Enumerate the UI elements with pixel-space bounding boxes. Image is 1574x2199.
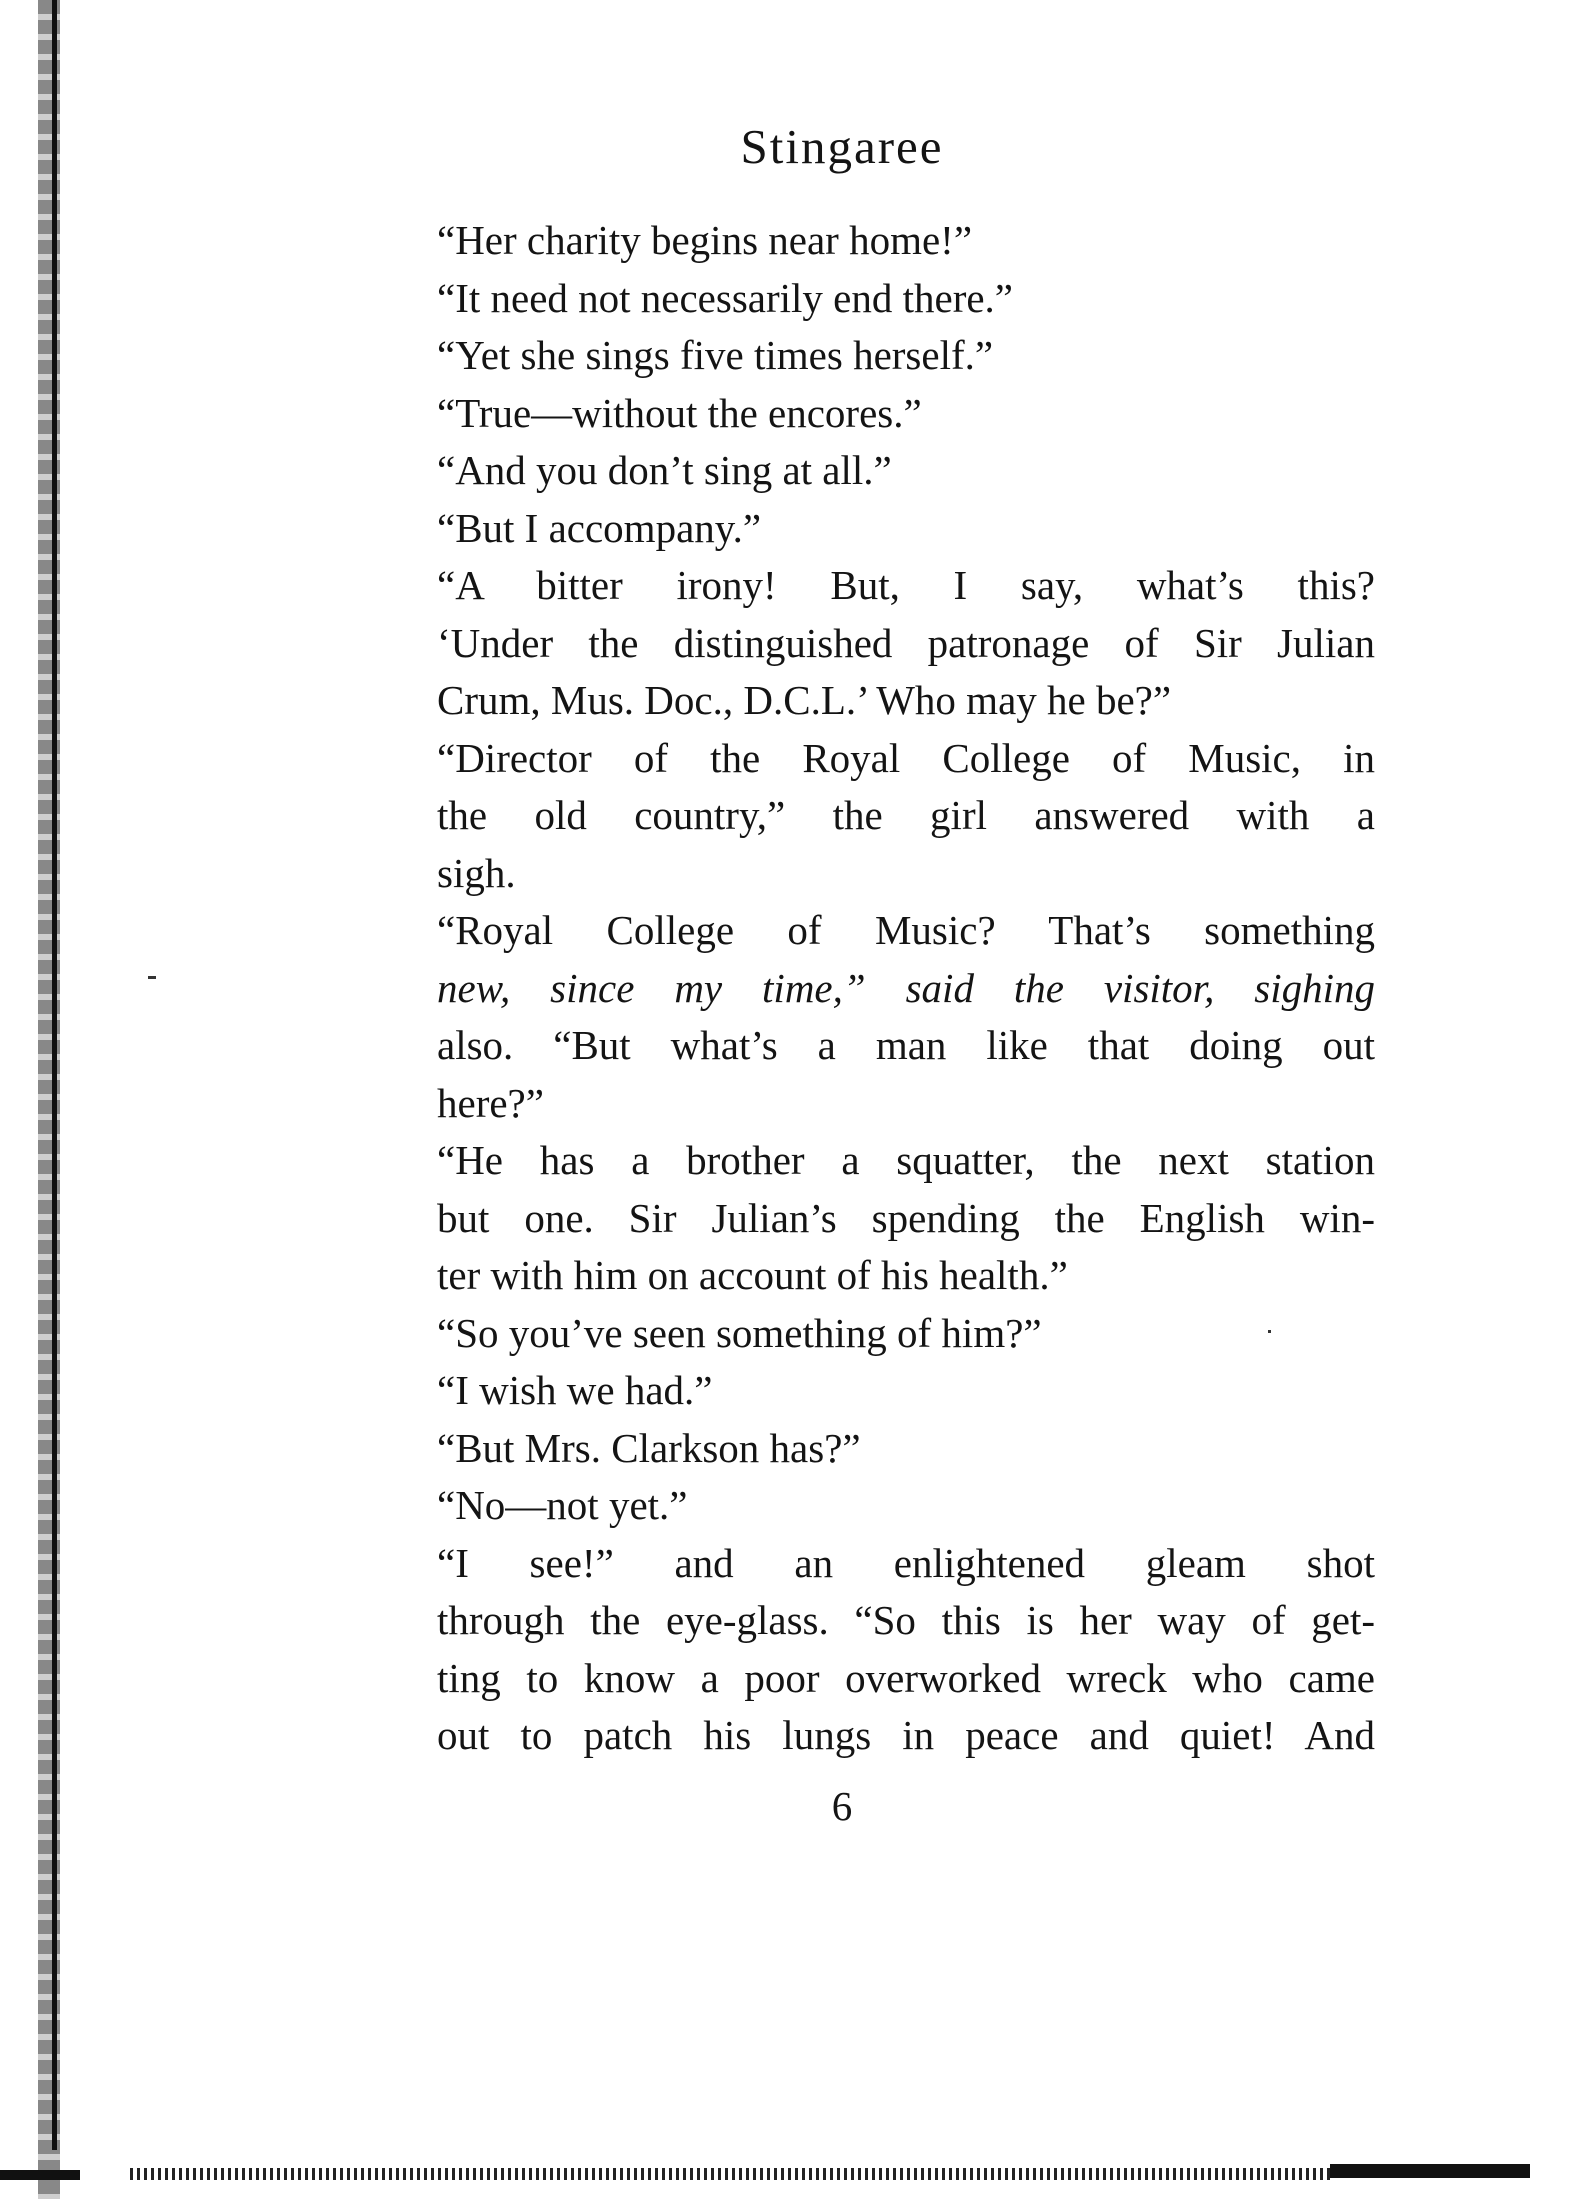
text-line: “A bitter irony! But, I say, what’s this? (437, 562, 1375, 608)
page-number: 6 (831, 1783, 853, 1829)
text-line: “Director of the Royal College of Music, in (437, 734, 1375, 781)
paragraph (385, 500, 1375, 558)
text-line: “I wish we had.” (437, 1367, 713, 1413)
paragraph (385, 1420, 1375, 1478)
text-line: “True—without the encores.” (437, 389, 922, 436)
paragraph (385, 730, 1375, 903)
text-line: the old country,” the girl answered with a (437, 792, 1375, 838)
paragraph (385, 327, 1375, 385)
paragraph (385, 1477, 1375, 1535)
book-spine-foot (0, 2170, 80, 2180)
paragraph (385, 557, 1375, 730)
text-line: ter with him on account of his health.” (437, 1252, 1068, 1298)
text-line: new, since my time,” said the visitor, sighing (437, 964, 1375, 1011)
text-line: “I see!” and an enlightened gleam shot (437, 1539, 1375, 1586)
scan-ruler-strip (130, 2168, 1330, 2180)
paragraph (385, 1132, 1375, 1305)
text-line: here?” (437, 1079, 544, 1126)
text-line: “Royal College of Music? That’s something (437, 907, 1375, 953)
text-line: also. “But what’s a man like that doing out (437, 1022, 1375, 1068)
text-line: ting to know a poor overworked wreck who came (437, 1654, 1375, 1701)
scan-speck (1268, 1330, 1271, 1333)
text-line: out to patch his lungs in peace and quiet! And (437, 1712, 1375, 1758)
text-line: “No—not yet.” (437, 1482, 688, 1528)
text-line: Crum, Mus. Doc., D.C.L.’ Who may he be?” (437, 677, 1172, 723)
paragraph (385, 1305, 1375, 1363)
paragraph (385, 902, 1375, 1132)
text-line: sigh. (437, 849, 516, 896)
body-text (385, 212, 1375, 1765)
text-line: “And you don’t sing at all.” (437, 447, 892, 493)
text-line: but one. Sir Julian’s spending the English win- (437, 1194, 1375, 1241)
text-line: “It need not necessarily end there.” (437, 274, 1014, 321)
paragraph (385, 212, 1375, 270)
paragraph (385, 1535, 1375, 1765)
text-line: “But I accompany.” (437, 504, 762, 551)
text-line: “But Mrs. Clarkson has?” (437, 1424, 861, 1471)
scan-speck (148, 976, 156, 979)
scan-ruler-bar (1330, 2164, 1530, 2178)
paragraph (385, 270, 1375, 328)
text-line: “So you’ve seen something of him?” (437, 1309, 1042, 1356)
text-line: through the eye-glass. “So this is her way of get- (437, 1597, 1375, 1643)
paragraph (385, 1362, 1375, 1420)
text-line: “He has a brother a squatter, the next station (437, 1137, 1375, 1183)
text-line: “Her charity begins near home!” (437, 217, 973, 263)
text-line: “Yet she sings five times herself.” (437, 332, 994, 378)
paragraph (385, 385, 1375, 443)
running-title: Stingaree (740, 119, 944, 174)
paragraph (385, 442, 1375, 500)
text-line: ‘Under the distinguished patronage of Sir Julian (437, 619, 1375, 666)
